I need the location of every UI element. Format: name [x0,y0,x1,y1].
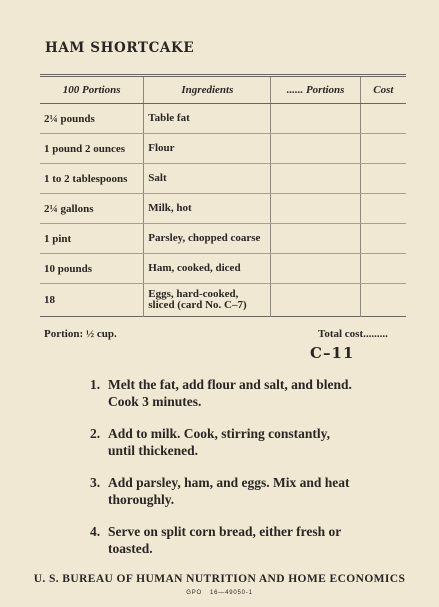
instruction-step [90,523,360,557]
table-row [40,284,406,317]
ingredient-cell: Parsley, chopped coarse [144,224,271,254]
portion-amount-cell: 1 to 2 tablespoons [40,164,144,194]
portion-amount-cell: 10 pounds [40,254,144,284]
custom-portion-cell [271,194,360,224]
instructions-list [90,376,360,572]
custom-portion-cell [271,284,360,317]
custom-portion-cell [271,164,360,194]
custom-portion-cell [271,104,360,134]
cost-cell [360,164,406,194]
portion-amount-cell: 1 pint [40,224,144,254]
table-row [40,104,406,134]
portion-amount-cell: 18 [44,294,55,306]
portion-size: Portion: ½ cup. [44,328,117,340]
step-text: Add parsley, ham, and eggs. Mix and heat thoroughly. [108,475,350,507]
print-code [0,590,439,596]
table-header-row [40,76,406,104]
table-row [40,134,406,164]
cost-cell [360,254,406,284]
step-text: Melt the fat, add flour and salt, and blend. Cook 3 minutes. [108,377,352,409]
step-text: Serve on split corn bread, either fresh or toasted. [108,524,341,556]
ingredients-table [40,74,406,317]
table-row [40,224,406,254]
header-ingredients: Ingredients [144,76,271,104]
table-row [40,254,406,284]
portion-amount-cell: 2¼ gallons [40,194,144,224]
instruction-step [90,376,360,410]
publisher-footer: U. S. BUREAU OF HUMAN NUTRITION AND HOME ECONOMICS [33,573,406,585]
print-number: 16—49050-1 [210,590,253,596]
instruction-step [90,425,360,459]
recipe-title: HAM SHORTCAKE [45,40,195,56]
custom-portion-cell [271,224,360,254]
step-text: Add to milk. Cook, stirring constantly, until thickened. [108,426,331,458]
ingredient-cell: Table fat [144,104,271,134]
ingredient-cell: Flour [144,134,271,164]
custom-portion-cell [271,134,360,164]
card-code: C–11 [310,344,355,362]
table-row [40,194,406,224]
ingredient-cell: Ham, cooked, diced [144,254,271,284]
table-row [40,164,406,194]
ingredient-cell: Milk, hot [144,194,271,224]
step-number: 2. [90,426,101,441]
ingredient-cell: Salt [144,164,271,194]
portion-amount-cell: 1 pound 2 ounces [40,134,144,164]
gpo-mark: GPO [186,590,203,596]
instruction-step [90,474,360,508]
cost-cell [360,104,406,134]
step-number: 1. [90,377,101,392]
step-number: 4. [90,524,101,539]
custom-portion-cell [271,254,360,284]
ingredient-cell: Eggs, hard-cooked, sliced (card No. C–7) [144,284,271,317]
cost-cell [360,224,406,254]
header-portions: ...... Portions [271,76,360,104]
portion-amount-cell: 2¼ pounds [40,104,144,134]
total-cost: Total cost......... [318,328,388,340]
header-100-portions: 100 Portions [40,76,144,104]
cost-cell [360,134,406,164]
cost-cell [360,284,406,317]
cost-cell [360,194,406,224]
step-number: 3. [90,475,101,490]
header-cost: Cost [360,76,406,104]
